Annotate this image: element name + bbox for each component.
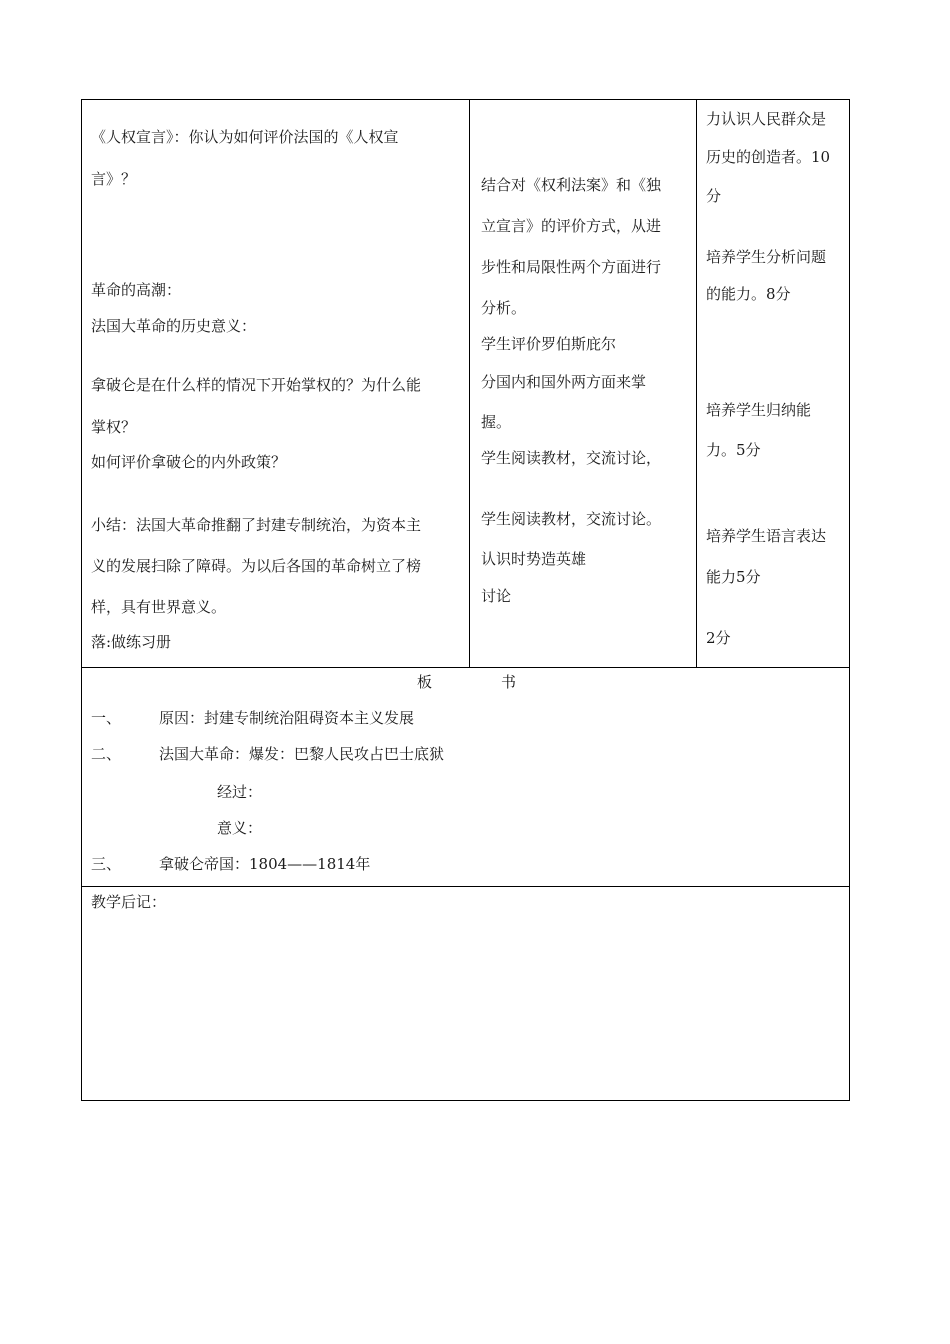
column-divider-1 bbox=[469, 99, 470, 668]
activity-line: 认识时势造英雄 bbox=[481, 550, 587, 568]
goal-line: 力。5分 bbox=[706, 441, 761, 459]
goal-line: 培养学生归纳能 bbox=[706, 401, 812, 419]
board-item-text: 法国大革命：爆发：巴黎人民攻占巴士底狱 bbox=[159, 745, 445, 763]
goal-line: 2分 bbox=[706, 629, 731, 647]
content-line: 样，具有世界意义。 bbox=[91, 598, 227, 616]
activity-line: 学生阅读教材，交流讨论。 bbox=[481, 510, 662, 528]
content-line: 义的发展扫除了障碍。为以后各国的革命树立了榜 bbox=[91, 557, 422, 575]
activity-line: 立宣言》的评价方式，从进 bbox=[481, 217, 662, 235]
content-line: 《人权宣言》：你认为如何评价法国的《人权宣 bbox=[91, 128, 399, 146]
activity-line: 讨论 bbox=[481, 587, 512, 605]
goal-line: 能力5分 bbox=[706, 568, 761, 586]
activity-line: 握。 bbox=[481, 413, 512, 431]
row-divider-1 bbox=[81, 667, 850, 668]
board-item-number: 三、 bbox=[91, 855, 122, 873]
activity-line: 步性和局限性两个方面进行 bbox=[481, 258, 662, 276]
goal-line: 的能力。8分 bbox=[706, 285, 791, 303]
goal-line: 培养学生语言表达 bbox=[706, 527, 827, 545]
board-item-text: 拿破仑帝国：1804——1814年 bbox=[159, 855, 371, 873]
teaching-notes-label: 教学后记： bbox=[91, 893, 167, 911]
activity-line: 分析。 bbox=[481, 299, 527, 317]
board-title-right: 书 bbox=[501, 673, 517, 691]
activity-line: 结合对《权利法案》和《独 bbox=[481, 176, 662, 194]
row-divider-2 bbox=[81, 886, 850, 887]
goal-line: 历史的创造者。10 bbox=[706, 148, 831, 166]
content-line: 如何评价拿破仑的内外政策？ bbox=[91, 453, 287, 471]
board-item-text: 原因：封建专制统治阻碍资本主义发展 bbox=[159, 709, 415, 727]
board-subitem-text: 意义： bbox=[217, 819, 263, 837]
content-line: 革命的高潮： bbox=[91, 281, 182, 299]
activity-line: 学生评价罗伯斯庇尔 bbox=[481, 335, 617, 353]
goal-line: 培养学生分析问题 bbox=[706, 248, 827, 266]
content-line: 言》？ bbox=[91, 170, 137, 188]
content-line: 拿破仑是在什么样的情况下开始掌权的？为什么能 bbox=[91, 376, 422, 394]
board-subitem-text: 经过： bbox=[217, 783, 263, 801]
board-item-number: 一、 bbox=[91, 709, 122, 727]
activity-line: 分国内和国外两方面来掌 bbox=[481, 373, 647, 391]
goal-line: 分 bbox=[706, 187, 722, 205]
column-divider-2 bbox=[696, 99, 697, 668]
content-line: 掌权？ bbox=[91, 418, 137, 436]
activity-line: 学生阅读教材，交流讨论， bbox=[481, 449, 662, 467]
board-item-number: 二、 bbox=[91, 745, 122, 763]
board-title-left: 板 bbox=[417, 673, 433, 691]
goal-line: 力认识人民群众是 bbox=[706, 110, 827, 128]
content-line: 落:做练习册 bbox=[91, 633, 172, 651]
content-line: 小结：法国大革命推翻了封建专制统治，为资本主 bbox=[91, 516, 422, 534]
content-line: 法国大革命的历史意义： bbox=[91, 317, 257, 335]
